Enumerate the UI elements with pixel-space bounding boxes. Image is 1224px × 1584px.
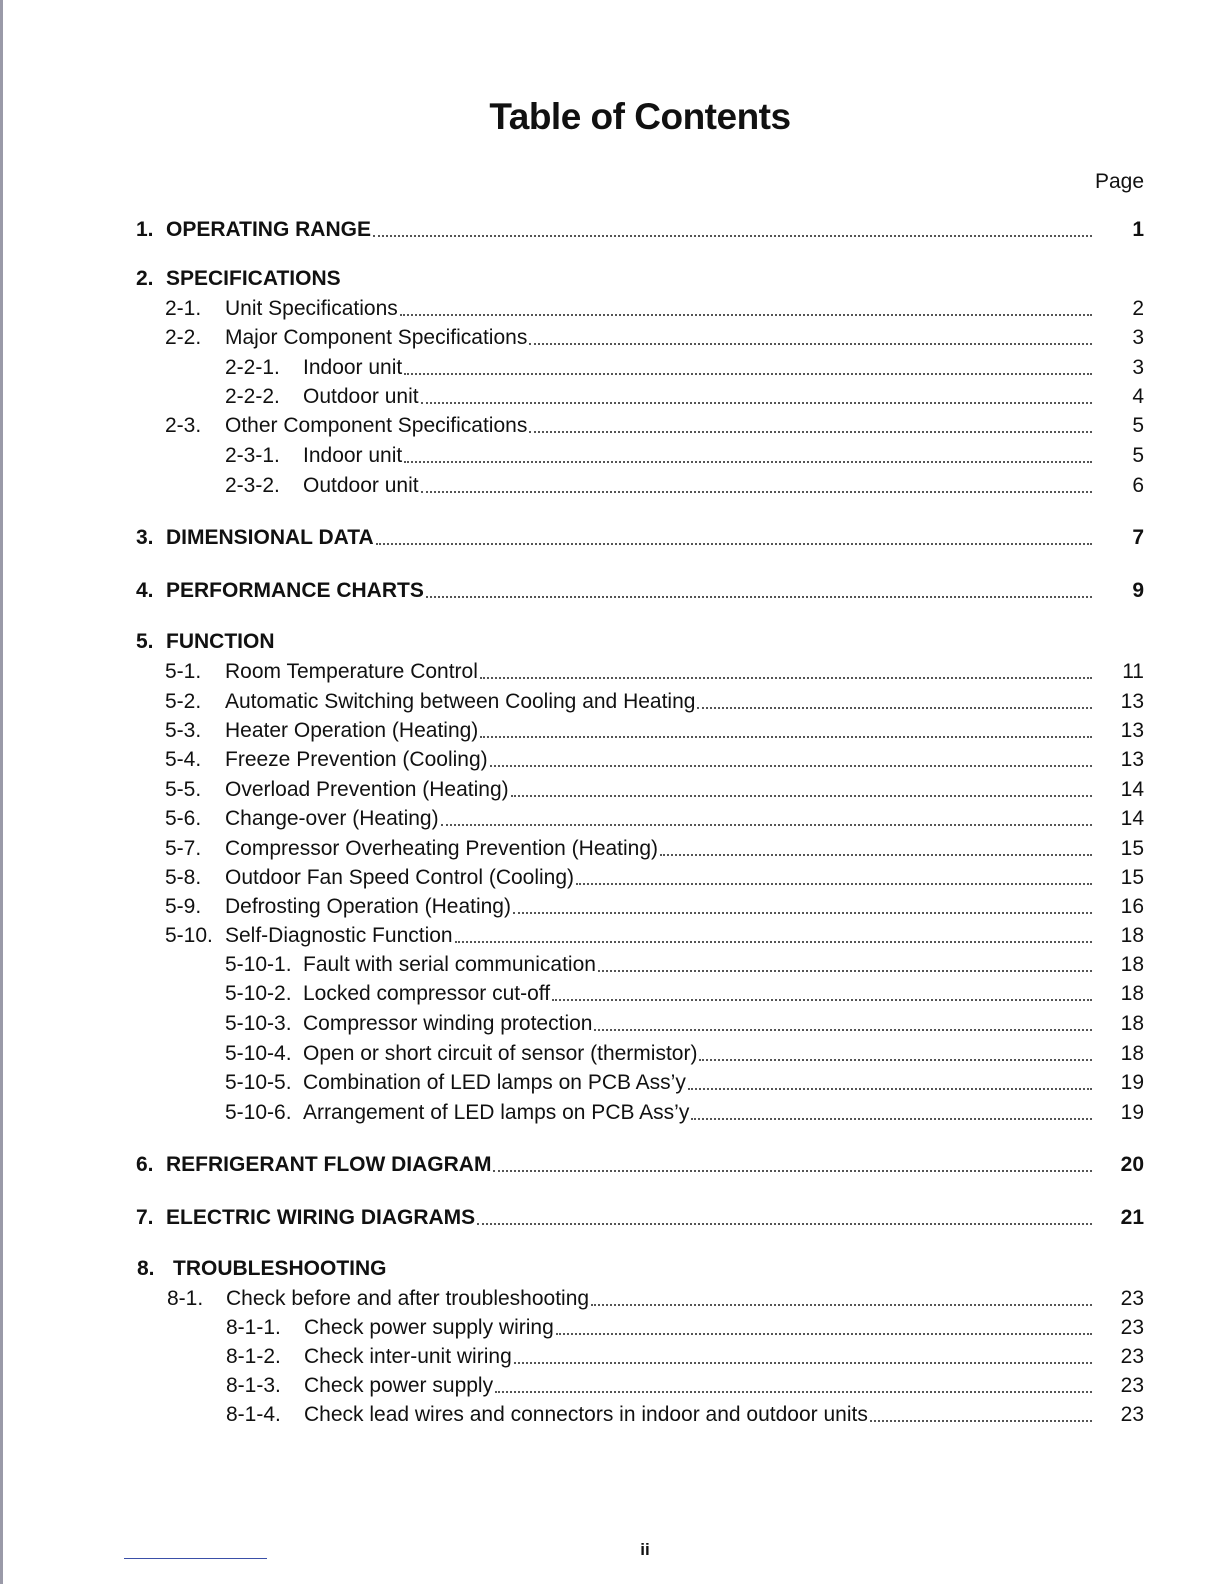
toc-entry-number: 8-1-4.	[226, 1403, 281, 1426]
toc-section-heading[interactable]	[136, 626, 1144, 654]
toc-entry-page: 21	[1120, 1206, 1144, 1229]
toc-entry-number: 5-10-1.	[225, 953, 292, 976]
toc-entry-page: 14	[1120, 778, 1144, 801]
toc-entry-title: Check lead wires and connectors in indoor and outdoor units	[304, 1403, 868, 1426]
toc-entry-page: 23	[1120, 1345, 1144, 1368]
toc-entry[interactable]	[225, 352, 1144, 380]
toc-entry-number: 5-2.	[165, 690, 202, 713]
toc-entry-number: 2-1.	[165, 297, 202, 320]
toc-entry[interactable]	[165, 744, 1144, 772]
toc-entry-title: Indoor unit	[303, 444, 403, 467]
toc-entry-page: 14	[1120, 807, 1144, 830]
toc-entry[interactable]	[165, 322, 1144, 350]
toc-entry[interactable]	[165, 715, 1144, 743]
toc-entry-page: 11	[1122, 660, 1144, 683]
toc-entry-number: 5.	[136, 630, 154, 653]
toc-entry-page: 13	[1120, 719, 1144, 742]
toc-entry-page: 7	[1132, 526, 1144, 549]
toc-entry-number: 8-1-3.	[226, 1374, 281, 1397]
toc-entry[interactable]	[165, 891, 1144, 919]
toc-entry-title: Compressor winding protection	[303, 1012, 593, 1035]
toc-entry-number: 8-1-2.	[226, 1345, 281, 1368]
toc-entry-page: 23	[1120, 1287, 1144, 1310]
toc-entry-number: 5-10-2.	[225, 982, 292, 1005]
dot-leader	[699, 1049, 1092, 1061]
toc-entry[interactable]	[225, 1097, 1144, 1125]
dot-leader	[455, 931, 1092, 943]
blue-rule-line	[124, 1558, 267, 1559]
dot-leader	[513, 902, 1092, 914]
toc-entry-number: 8-1-1.	[226, 1316, 281, 1339]
toc-entry-number: 2.	[136, 267, 154, 290]
toc-entry-number: 2-3-1.	[225, 444, 280, 467]
toc-entry-page: 3	[1132, 326, 1144, 349]
dot-leader	[421, 481, 1092, 493]
toc-entry[interactable]	[165, 803, 1144, 831]
toc-entry-title: REFRIGERANT FLOW DIAGRAM	[166, 1153, 492, 1176]
toc-entry-title: Compressor Overheating Prevention (Heating)	[225, 837, 659, 860]
toc-entry-title: Change-over (Heating)	[225, 807, 439, 830]
toc-entry-title: Overload Prevention (Heating)	[225, 778, 509, 801]
toc-entry-title: Heater Operation (Heating)	[225, 719, 479, 742]
toc-entry-page: 9	[1132, 579, 1144, 602]
toc-entry-page: 18	[1120, 1042, 1144, 1065]
dot-leader	[480, 726, 1092, 738]
dot-leader	[493, 1160, 1092, 1172]
toc-entry-title: Outdoor Fan Speed Control (Cooling)	[225, 866, 575, 889]
toc-entry-number: 5-10-5.	[225, 1071, 292, 1094]
dot-leader	[426, 586, 1092, 598]
toc-entry-title: Outdoor unit	[303, 385, 419, 408]
toc-entry-page: 15	[1120, 837, 1144, 860]
toc-entry-number: 5-7.	[165, 837, 202, 860]
toc-entry-number: 2-2.	[165, 326, 202, 349]
toc-entry-number: 7.	[136, 1206, 154, 1229]
toc-entry-page: 20	[1120, 1153, 1144, 1176]
toc-entry-page: 13	[1120, 748, 1144, 771]
toc-entry-title: Other Component Specifications	[225, 414, 528, 437]
toc-entry[interactable]	[136, 575, 1144, 603]
toc-entry-number: 4.	[136, 579, 154, 602]
dot-leader	[441, 814, 1092, 826]
toc-entry-number: 8.	[137, 1257, 155, 1280]
toc-entry-page: 5	[1132, 444, 1144, 467]
toc-entry-page: 19	[1120, 1101, 1144, 1124]
toc-entry-number: 2-2-2.	[225, 385, 280, 408]
toc-entry-page: 18	[1120, 1012, 1144, 1035]
toc-entry[interactable]	[136, 522, 1144, 550]
toc-entry-page: 16	[1120, 895, 1144, 918]
toc-entry[interactable]	[165, 920, 1144, 948]
toc-entry-page: 18	[1120, 924, 1144, 947]
toc-entry-title: Major Component Specifications	[225, 326, 528, 349]
dot-leader	[376, 533, 1092, 545]
toc-entry-page: 1	[1132, 218, 1144, 241]
toc-entry[interactable]	[226, 1341, 1144, 1369]
toc-section-heading[interactable]	[137, 1253, 1144, 1281]
toc-entry-title: ELECTRIC WIRING DIAGRAMS	[166, 1206, 476, 1229]
toc-entry-page: 4	[1132, 385, 1144, 408]
toc-entry-number: 5-4.	[165, 748, 202, 771]
toc-entry-number: 6.	[136, 1153, 154, 1176]
dot-leader	[400, 304, 1092, 316]
toc-entry[interactable]	[136, 1149, 1144, 1177]
toc-entry[interactable]	[165, 410, 1144, 438]
toc-entry-page: 15	[1120, 866, 1144, 889]
dot-leader	[697, 697, 1092, 709]
toc-entry-title: Locked compressor cut-off	[303, 982, 551, 1005]
toc-entry[interactable]	[165, 293, 1144, 321]
toc-entry-title: OPERATING RANGE	[166, 218, 371, 241]
dot-leader	[591, 1294, 1092, 1306]
toc-entry-page: 23	[1120, 1374, 1144, 1397]
toc-entry[interactable]	[225, 470, 1144, 498]
toc-entry-title: Fault with serial communication	[303, 953, 596, 976]
toc-entry-page: 2	[1132, 297, 1144, 320]
dot-leader	[660, 844, 1092, 856]
page-number-footer: ii	[640, 1540, 650, 1559]
toc-entry-number: 3.	[136, 526, 154, 549]
toc-entry-title: Arrangement of LED lamps on PCB Ass’y	[303, 1101, 690, 1124]
toc-entry-title: Self-Diagnostic Function	[225, 924, 453, 947]
toc-entry-page: 23	[1120, 1316, 1144, 1339]
toc-entry[interactable]	[225, 1008, 1144, 1036]
toc-entry-title: Check before and after troubleshooting	[226, 1287, 590, 1310]
dot-leader	[480, 667, 1092, 679]
dot-leader	[511, 785, 1092, 797]
dot-leader	[594, 1019, 1092, 1031]
toc-entry[interactable]	[226, 1399, 1144, 1427]
toc-entry[interactable]	[225, 381, 1144, 409]
toc-entry-number: 2-3-2.	[225, 474, 280, 497]
dot-leader	[576, 873, 1092, 885]
toc-entry[interactable]	[225, 440, 1144, 468]
dot-leader	[490, 755, 1092, 767]
toc-entry-number: 5-1.	[165, 660, 202, 683]
dot-leader	[529, 333, 1092, 345]
toc-entry-title: Room Temperature Control	[225, 660, 478, 683]
dot-leader	[870, 1410, 1092, 1422]
toc-entry-page: 3	[1132, 356, 1144, 379]
toc-entry-title: Unit Specifications	[225, 297, 398, 320]
dot-leader	[404, 363, 1092, 375]
toc-entry-title: PERFORMANCE CHARTS	[166, 579, 424, 602]
toc-entry-number: 5-8.	[165, 866, 202, 889]
dot-leader	[529, 421, 1092, 433]
toc-entry-number: 5-10.	[165, 924, 213, 947]
toc-entry[interactable]	[226, 1370, 1144, 1398]
toc-entry-title: FUNCTION	[166, 630, 275, 653]
toc-entry[interactable]	[136, 214, 1144, 242]
dot-leader	[404, 451, 1092, 463]
dot-leader	[688, 1078, 1092, 1090]
toc-entry-page: 23	[1120, 1403, 1144, 1426]
toc-entry[interactable]	[136, 1202, 1144, 1230]
dot-leader	[514, 1352, 1092, 1364]
toc-entry-title: Indoor unit	[303, 356, 403, 379]
toc-entry[interactable]	[165, 862, 1144, 890]
toc-entry-title: Check inter-unit wiring	[304, 1345, 512, 1368]
toc-section-heading[interactable]	[136, 263, 1144, 291]
toc-entry[interactable]	[225, 1038, 1144, 1066]
toc-entry-number: 5-3.	[165, 719, 202, 742]
toc-entry-page: 19	[1120, 1071, 1144, 1094]
toc-entry-page: 6	[1132, 474, 1144, 497]
toc-entry-page: 18	[1120, 982, 1144, 1005]
dot-leader	[495, 1381, 1092, 1393]
page-column-header: Page	[1094, 170, 1144, 193]
toc-entry-number: 5-10-6.	[225, 1101, 292, 1124]
toc-entry-number: 2-2-1.	[225, 356, 280, 379]
toc-entry-page: 18	[1120, 953, 1144, 976]
toc-entry-title: Outdoor unit	[303, 474, 419, 497]
toc-entry-title: TROUBLESHOOTING	[173, 1257, 387, 1280]
toc-entry-number: 1.	[136, 218, 154, 241]
toc-entry[interactable]	[165, 833, 1144, 861]
dot-leader	[477, 1213, 1092, 1225]
toc-entry-number: 5-10-3.	[225, 1012, 292, 1035]
toc-entry-title: Defrosting Operation (Heating)	[225, 895, 511, 918]
toc-entry-title: DIMENSIONAL DATA	[166, 526, 374, 549]
toc-entry[interactable]	[225, 1067, 1144, 1095]
toc-entry[interactable]	[165, 686, 1144, 714]
toc-entry-title: Combination of LED lamps on PCB Ass’y	[303, 1071, 686, 1094]
page-title: Table of Contents	[489, 96, 791, 137]
toc-entry[interactable]	[165, 656, 1144, 684]
toc-entry[interactable]	[167, 1283, 1144, 1311]
dot-leader	[552, 989, 1092, 1001]
toc-entry-title: Automatic Switching between Cooling and Heating	[225, 690, 696, 713]
dot-leader	[421, 392, 1092, 404]
toc-entry-number: 5-6.	[165, 807, 202, 830]
toc-entry-number: 5-10-4.	[225, 1042, 292, 1065]
toc-entry-number: 2-3.	[165, 414, 202, 437]
scan-left-edge	[0, 0, 3, 1584]
dot-leader	[556, 1323, 1092, 1335]
toc-entry[interactable]	[225, 978, 1144, 1006]
toc-entry-number: 5-5.	[165, 778, 202, 801]
toc-entry[interactable]	[225, 949, 1144, 977]
toc-entry-page: 5	[1132, 414, 1144, 437]
toc-entry[interactable]	[165, 774, 1144, 802]
toc-entry-page: 13	[1120, 690, 1144, 713]
toc-entry-number: 8-1.	[167, 1287, 204, 1310]
dot-leader	[598, 960, 1092, 972]
toc-entry-title: SPECIFICATIONS	[166, 267, 341, 290]
toc-entry[interactable]	[226, 1312, 1144, 1340]
toc-entry-number: 5-9.	[165, 895, 202, 918]
dot-leader	[373, 225, 1092, 237]
dot-leader	[691, 1108, 1092, 1120]
toc-entry-title: Check power supply	[304, 1374, 494, 1397]
toc-entry-title: Check power supply wiring	[304, 1316, 554, 1339]
toc-entry-title: Open or short circuit of sensor (thermistor)	[303, 1042, 698, 1065]
toc-entry-title: Freeze Prevention (Cooling)	[225, 748, 488, 771]
